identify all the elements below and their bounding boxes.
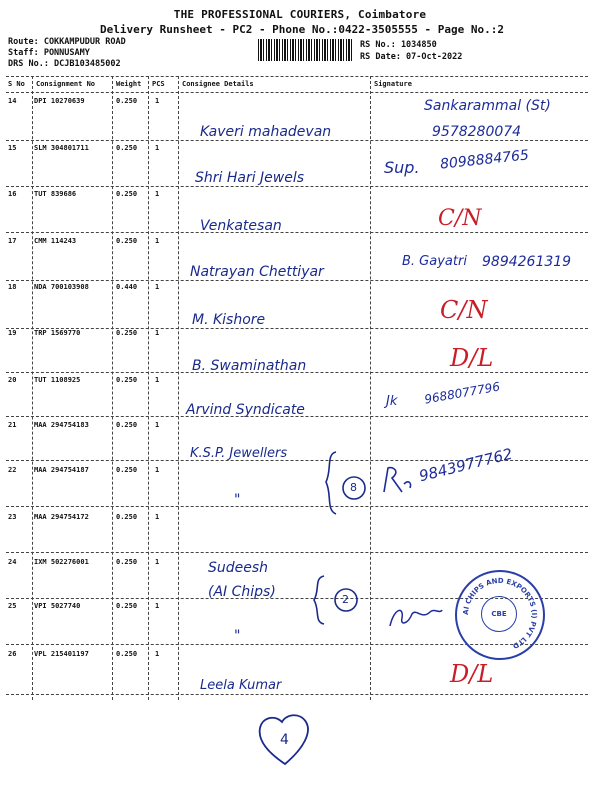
row-sno: 20 xyxy=(8,376,17,384)
row-pcs: 1 xyxy=(155,144,160,152)
row-sno: 25 xyxy=(8,602,17,610)
brace-group-21-23 xyxy=(318,448,378,518)
row-pcs: 1 xyxy=(155,650,160,658)
row-consignee: M. Kishore xyxy=(192,312,266,328)
row-sno: 21 xyxy=(8,421,17,429)
col-divider xyxy=(32,76,33,700)
row-sno: 26 xyxy=(8,650,17,658)
row-pcs: 1 xyxy=(155,283,160,291)
signature-scribble xyxy=(378,462,418,498)
row-weight: 0.250 xyxy=(116,513,138,521)
col-weight: Weight xyxy=(116,80,142,88)
row-sno: 14 xyxy=(8,97,17,105)
row-consignment: VPL 215401197 xyxy=(34,650,89,658)
col-consignment: Consignment No xyxy=(36,80,96,88)
row-rule xyxy=(6,506,588,507)
row-consignment: NDA 700103908 xyxy=(34,283,89,291)
row-rule xyxy=(6,232,588,233)
runsheet-subtitle: Delivery Runsheet - PC2 - Phone No.:0422-3505555 - Page No.:2 xyxy=(100,23,504,36)
signature-scribble xyxy=(386,600,446,634)
row-consignee: " xyxy=(234,492,241,508)
row-rule xyxy=(6,416,588,417)
brace-count: 8 xyxy=(350,481,357,494)
row-weight: 0.250 xyxy=(116,650,138,658)
signature-mark: Sup. xyxy=(384,158,420,177)
rs-date: RS Date: 07-Oct-2022 xyxy=(360,52,463,62)
drs-number: DRS No.: DCJB103485002 xyxy=(8,59,121,69)
row-weight: 0.250 xyxy=(116,190,138,198)
row-consignment: VPI 5027740 xyxy=(34,602,81,610)
row-weight: 0.250 xyxy=(116,237,138,245)
row-weight: 0.250 xyxy=(116,97,138,105)
rs-number: RS No.: 1034850 xyxy=(360,40,437,50)
row-weight: 0.250 xyxy=(116,144,138,152)
signature-name: Sankarammal (St) xyxy=(424,98,551,114)
signature-phone: 8098884765 xyxy=(439,147,530,173)
row-weight: 0.250 xyxy=(116,329,138,337)
row-pcs: 1 xyxy=(155,558,160,566)
row-sno: 24 xyxy=(8,558,17,566)
row-rule xyxy=(6,280,588,281)
row-rule xyxy=(6,372,588,373)
row-rule xyxy=(6,694,588,695)
signature-mark: Jk xyxy=(386,394,398,409)
row-consignee: Natrayan Chettiyar xyxy=(190,264,324,280)
signature-status: D/L xyxy=(450,344,494,372)
col-divider xyxy=(148,76,149,700)
row-weight: 0.250 xyxy=(116,602,138,610)
row-pcs: 1 xyxy=(155,466,160,474)
staff-label: Staff: PONNUSAMY xyxy=(8,48,90,58)
row-rule xyxy=(6,328,588,329)
signature-phone: 9688077796 xyxy=(423,379,501,407)
row-consignee: " xyxy=(234,628,241,644)
company-title: THE PROFESSIONAL COURIERS, Coimbatore xyxy=(173,8,427,21)
row-sno: 19 xyxy=(8,329,17,337)
footer-count: 4 xyxy=(280,732,289,748)
row-pcs: 1 xyxy=(155,421,160,429)
row-pcs: 1 xyxy=(155,190,160,198)
col-pcs: PCS xyxy=(152,80,165,88)
stamp-text: AI CHIPS AND EXPORTS (I) PVT LTD xyxy=(461,576,539,651)
barcode xyxy=(258,39,353,61)
row-sno: 18 xyxy=(8,283,17,291)
row-consignee: Venkatesan xyxy=(200,218,282,234)
row-consignment: TRP 1569770 xyxy=(34,329,81,337)
row-consignee: K.S.P. Jewellers xyxy=(190,446,288,461)
route-label: Route: COKKAMPUDUR ROAD xyxy=(8,37,126,47)
row-consignee: Arvind Syndicate xyxy=(186,402,305,418)
row-sno: 15 xyxy=(8,144,17,152)
signature-phone: 9843977762 xyxy=(417,444,515,486)
col-divider xyxy=(370,76,371,700)
row-pcs: 1 xyxy=(155,329,160,337)
signature-status: D/L xyxy=(450,660,494,688)
signature-mark: B. Gayatri xyxy=(402,254,467,269)
row-consignment: IXM 502276001 xyxy=(34,558,89,566)
signature-status: C/N xyxy=(438,206,482,231)
row-rule xyxy=(6,186,588,187)
row-consignee: Sudeesh xyxy=(208,560,269,576)
row-weight: 0.440 xyxy=(116,283,138,291)
signature-phone: 9894261319 xyxy=(482,254,572,270)
row-pcs: 1 xyxy=(155,376,160,384)
row-consignment: MAA 294754183 xyxy=(34,421,89,429)
col-sno: S No xyxy=(8,80,25,88)
stamp-center: CBE xyxy=(481,596,517,632)
row-consignment: MAA 294754172 xyxy=(34,513,89,521)
brace-group-24-25 xyxy=(308,572,368,628)
row-pcs: 1 xyxy=(155,97,160,105)
company-stamp xyxy=(455,570,545,660)
row-consignment: MAA 294754187 xyxy=(34,466,89,474)
row-rule xyxy=(6,140,588,141)
row-consignment: DPI 10270639 xyxy=(34,97,85,105)
brace-count: 2 xyxy=(342,593,349,606)
row-pcs: 1 xyxy=(155,237,160,245)
consignee-extra: (AI Chips) xyxy=(208,584,276,600)
row-sno: 17 xyxy=(8,237,17,245)
row-consignment: CMM 114243 xyxy=(34,237,77,245)
row-consignee: B. Swaminathan xyxy=(192,358,307,374)
table-top-rule xyxy=(6,76,588,77)
row-sno: 16 xyxy=(8,190,17,198)
row-consignee: Leela Kumar xyxy=(200,678,282,693)
col-divider xyxy=(178,76,179,700)
row-rule xyxy=(6,552,588,553)
row-weight: 0.250 xyxy=(116,466,138,474)
signature-phone: 9578280074 xyxy=(432,124,522,140)
signature-status: C/N xyxy=(440,296,488,324)
row-sno: 22 xyxy=(8,466,17,474)
header-rule xyxy=(6,92,588,93)
row-consignment: SLM 304801711 xyxy=(34,144,89,152)
col-signature: Signature xyxy=(374,80,412,88)
row-pcs: 1 xyxy=(155,602,160,610)
row-consignment: TUT 1108925 xyxy=(34,376,81,384)
row-pcs: 1 xyxy=(155,513,160,521)
row-consignee: Kaveri mahadevan xyxy=(200,124,332,140)
row-consignment: TUT 839686 xyxy=(34,190,77,198)
row-weight: 0.250 xyxy=(116,421,138,429)
col-divider xyxy=(112,76,113,700)
row-weight: 0.250 xyxy=(116,558,138,566)
row-sno: 23 xyxy=(8,513,17,521)
row-weight: 0.250 xyxy=(116,376,138,384)
col-consignee: Consignee Details xyxy=(182,80,254,88)
row-consignee: Shri Hari Jewels xyxy=(195,170,305,186)
